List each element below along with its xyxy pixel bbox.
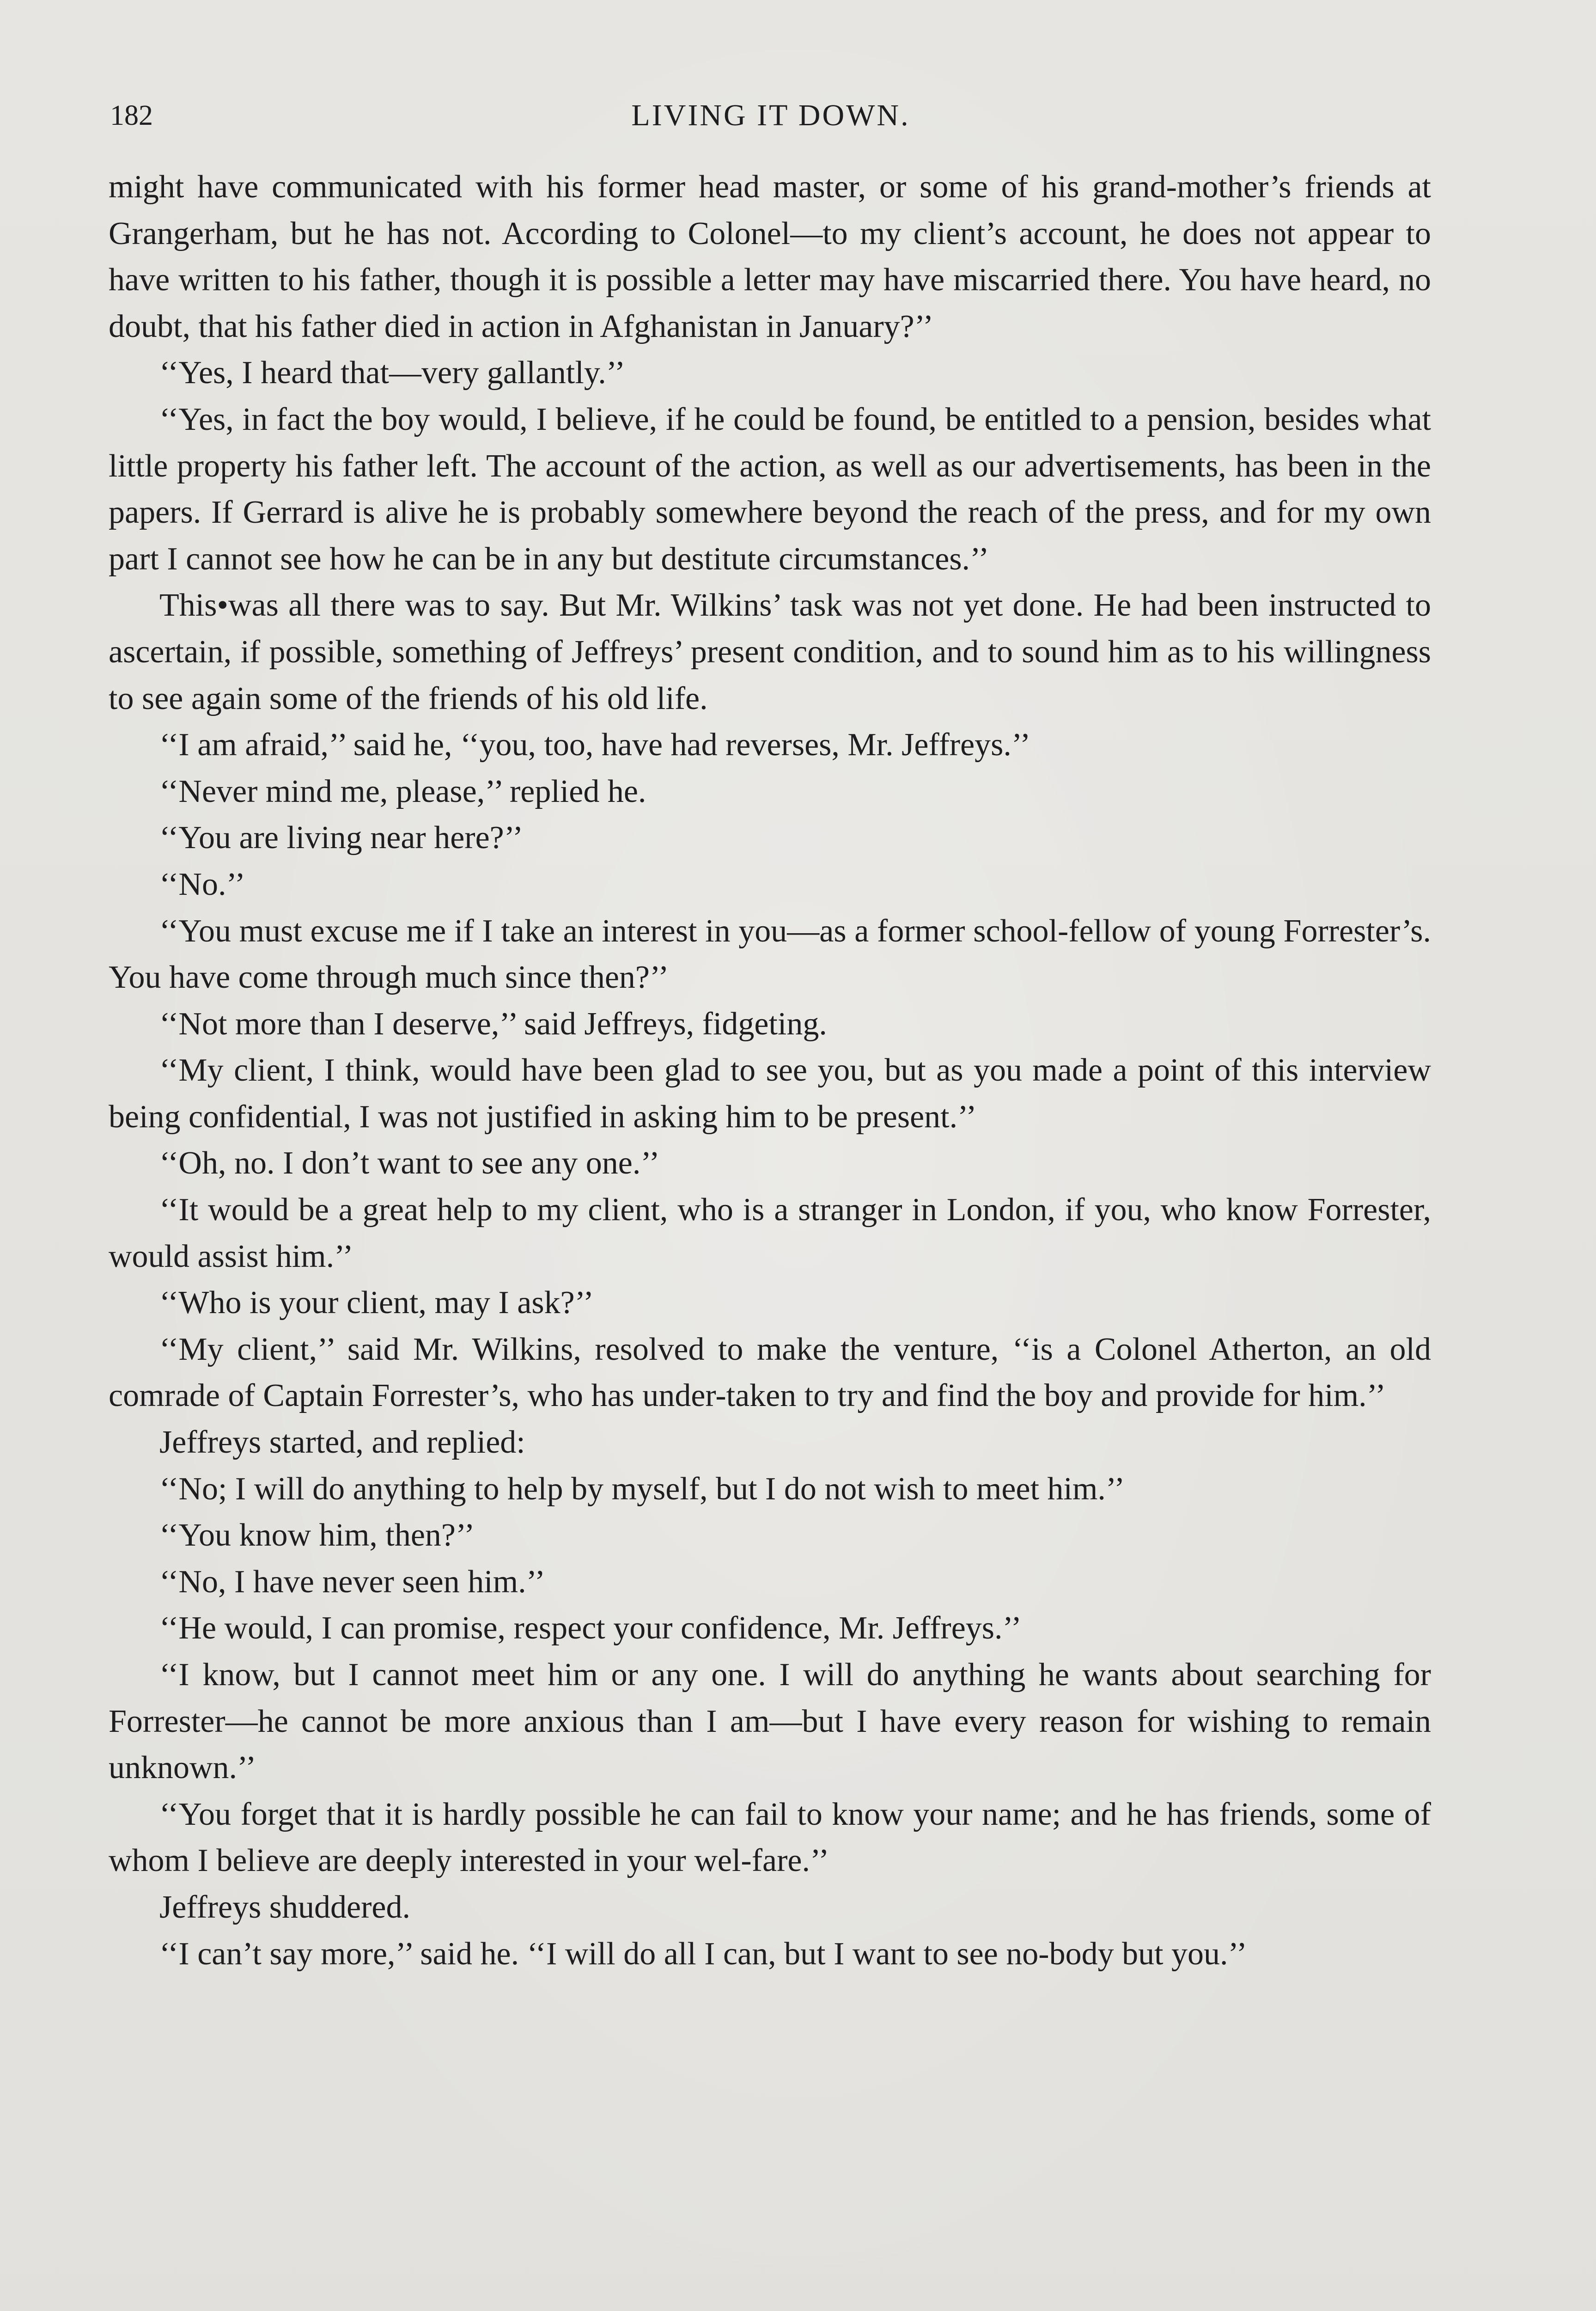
paragraph: ‘‘You must excuse me if I take an interest in you—as a former school-fellow of young Forrester’s. You have come through much since then?’’	[109, 913, 1431, 996]
body-text	[109, 164, 1431, 1977]
paragraph: ‘‘No; I will do anything to help by myself, but I do not wish to meet him.’’	[159, 1471, 1125, 1507]
paragraph: ‘‘It would be a great help to my client, who is a stranger in London, if you, who know Forrester, would assist him.’’	[109, 1192, 1431, 1274]
paragraph: ‘‘Yes, I heard that—very gallantly.’’	[159, 355, 626, 391]
paragraph: This•was all there was to say. But Mr. Wilkins’ task was not yet done. He had been instructed to ascertain, if possible, something of Jeffreys’ present condition, and to sound him as to his willingness to see again some of the friends of his old life.	[109, 587, 1431, 716]
running-title: LIVING IT DOWN.	[631, 98, 910, 132]
paragraph: ‘‘I can’t say more,’’ said he. ‘‘I will do all I can, but I want to see no-body but you.’’	[159, 1936, 1247, 1972]
paragraph: ‘‘My client, I think, would have been glad to see you, but as you made a point of this interview being confidential, I was not justified in asking him to be present.’’	[109, 1052, 1431, 1135]
paragraph: Jeffreys shuddered.	[159, 1889, 410, 1925]
paragraph: ‘‘My client,’’ said Mr. Wilkins, resolved to make the venture, ‘‘is a Colonel Atherton, an old comrade of Captain Forrester’s, who has under-taken to try and find the boy and provide for him.’’	[109, 1331, 1431, 1414]
paragraph: might have communicated with his former head master, or some of his grand-mother’s friends at Grangerham, but he has not. According to Colonel—to my client’s account, he does not appear to have written to his father, though it is possible a letter may have miscarried there. You have heard, no doubt, that his father died in action in Afghanistan in January?’’	[109, 169, 1431, 344]
paragraph: ‘‘I am afraid,’’ said he, ‘‘you, too, have had reverses, Mr. Jeffreys.’’	[159, 727, 1031, 763]
paragraph: ‘‘You forget that it is hardly possible he can fail to know your name; and he has friends, some of whom I believe are deeply interested in your wel-fare.’’	[109, 1796, 1431, 1879]
paragraph: ‘‘No, I have never seen him.’’	[159, 1564, 546, 1600]
page-number: 182	[110, 100, 153, 131]
paragraph: ‘‘He would, I can promise, respect your confidence, Mr. Jeffreys.’’	[159, 1610, 1022, 1646]
paragraph: ‘‘Oh, no. I don’t want to see any one.’’	[159, 1145, 660, 1181]
paragraph: ‘‘Who is your client, may I ask?’’	[159, 1285, 594, 1321]
paragraph: ‘‘I know, but I cannot meet him or any one. I will do anything he wants about searching for Forrester—he cannot be more anxious than I am—but I have every reason for wishing to remain unknown.’’	[109, 1657, 1431, 1786]
paragraph: Jeffreys started, and replied:	[159, 1425, 525, 1461]
paragraph: ‘‘Yes, in fact the boy would, I believe, if he could be found, be entitled to a pension, besides what little property his father left. The account of the action, as well as our advertisements, has been in the papers. If Gerrard is alive he is probably somewhere beyond the reach of the press, and for my own part I cannot see how he can be in any but destitute circumstances.’’	[109, 401, 1431, 577]
paragraph: ‘‘You are living near here?’’	[159, 820, 524, 856]
paragraph: ‘‘You know him, then?’’	[159, 1517, 475, 1553]
paragraph: ‘‘Never mind me, please,’’ replied he.	[159, 773, 646, 809]
running-head	[110, 95, 1432, 136]
paragraph: ‘‘No.’’	[159, 866, 245, 902]
paragraph: ‘‘Not more than I deserve,’’ said Jeffreys, fidgeting.	[159, 1006, 827, 1042]
